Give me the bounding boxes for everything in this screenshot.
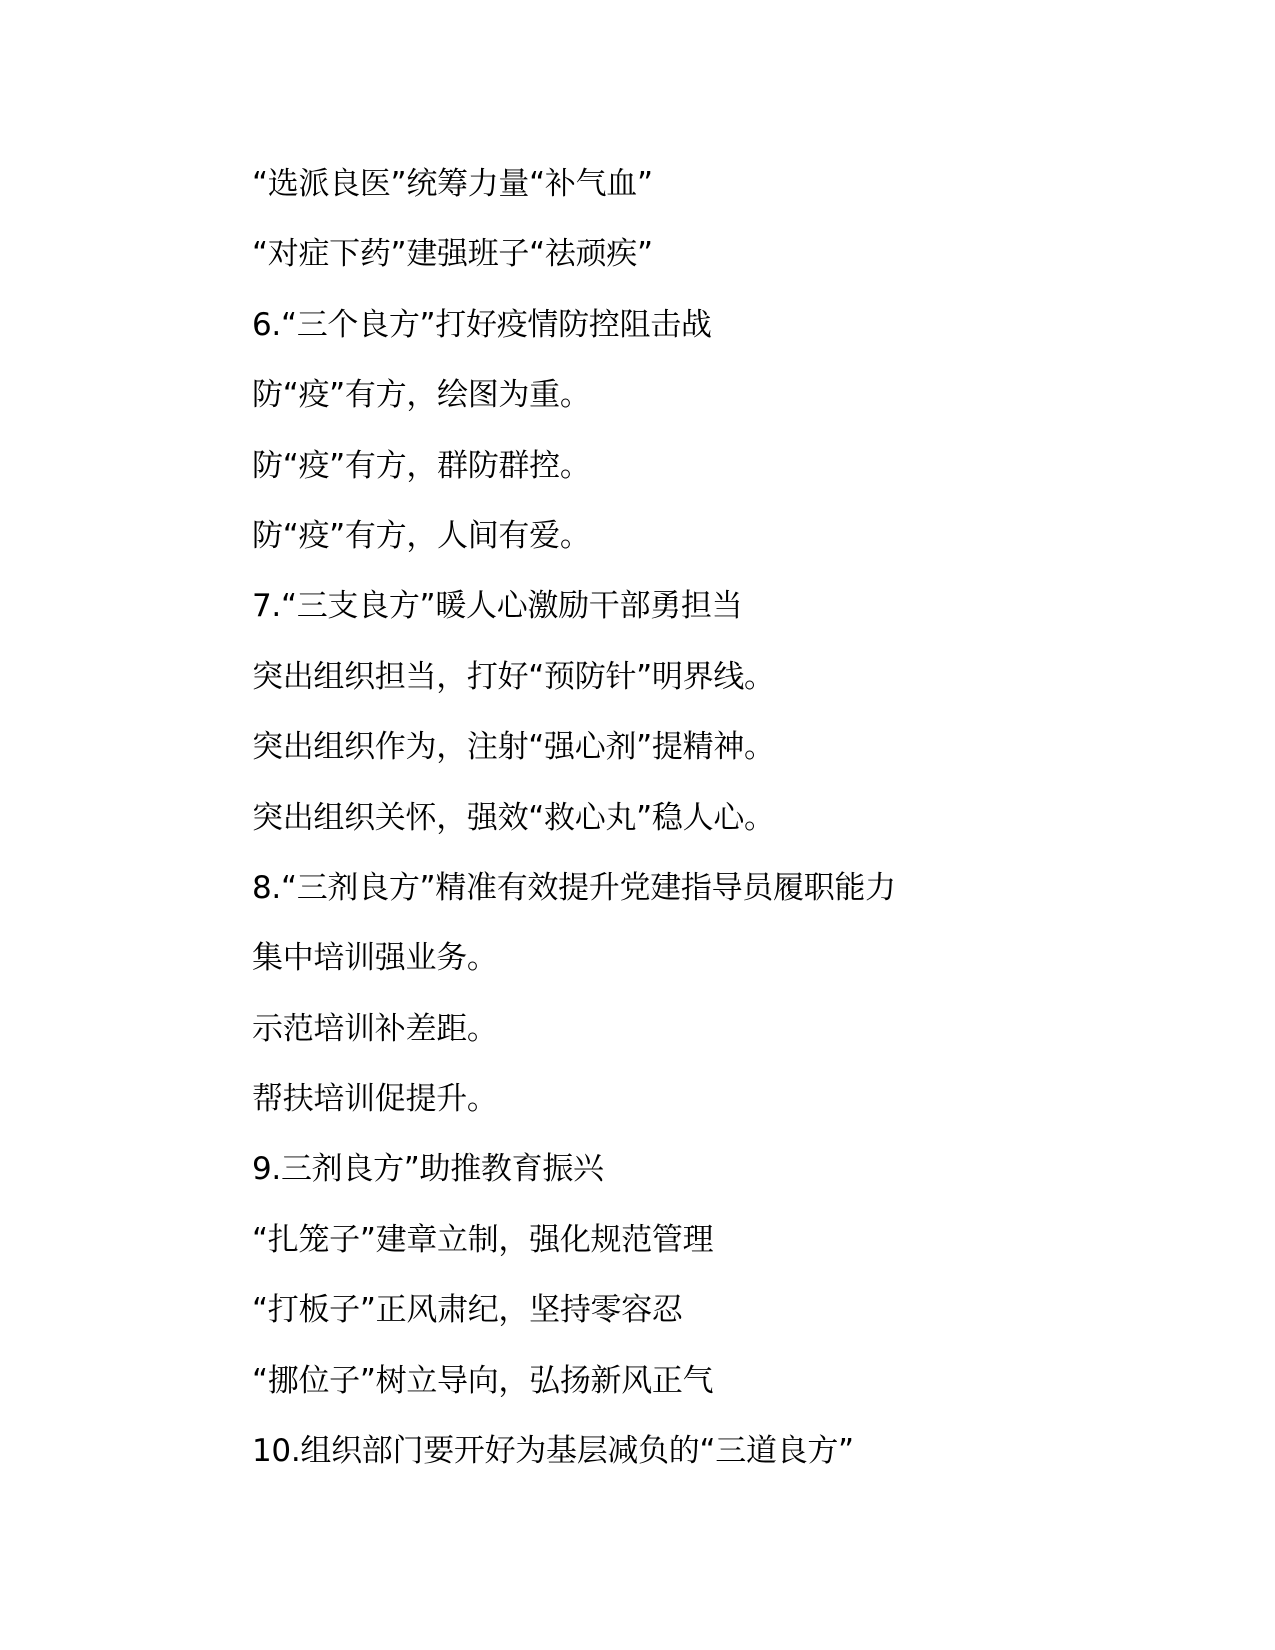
section-heading: 10.组织部门要开好为基层减负的“三道良方” xyxy=(252,1433,854,1470)
text-line: “扎笼子”建章立制，强化规范管理 xyxy=(252,1221,714,1258)
text-line: “打板子”正风肃纪，坚持零容忍 xyxy=(252,1292,683,1329)
text-line: 示范培训补差距。 xyxy=(252,1010,498,1047)
text-line: “选派良医”统筹力量“补气血” xyxy=(252,166,653,202)
text-line: 集中培训强业务。 xyxy=(252,940,498,977)
text-line: 突出组织担当，打好“预防针”明界线。 xyxy=(252,658,775,695)
text-line: 防“疫”有方，绘图为重。 xyxy=(252,377,591,414)
text-line: “挪位子”树立导向，弘扬新风正气 xyxy=(252,1362,714,1399)
text-line: 帮扶培训促提升。 xyxy=(252,1081,498,1118)
section-heading: 9.三剂良方”助推教育振兴 xyxy=(252,1151,604,1188)
document-body xyxy=(252,158,1052,1495)
section-heading: 6.“三个良方”打好疫情防控阻击战 xyxy=(252,306,712,343)
text-line: 防“疫”有方，人间有爱。 xyxy=(252,517,591,554)
text-line: “对症下药”建强班子“祛顽疾” xyxy=(252,236,653,273)
text-line: 突出组织作为，注射“强心剂”提精神。 xyxy=(252,729,775,766)
section-heading: 8.“三剂良方”精准有效提升党建指导员履职能力 xyxy=(252,869,896,906)
section-heading: 7.“三支良方”暖人心激励干部勇担当 xyxy=(252,588,743,625)
text-line: 防“疫”有方，群防群控。 xyxy=(252,447,591,484)
text-line: 突出组织关怀，强效“救心丸”稳人心。 xyxy=(252,799,775,836)
